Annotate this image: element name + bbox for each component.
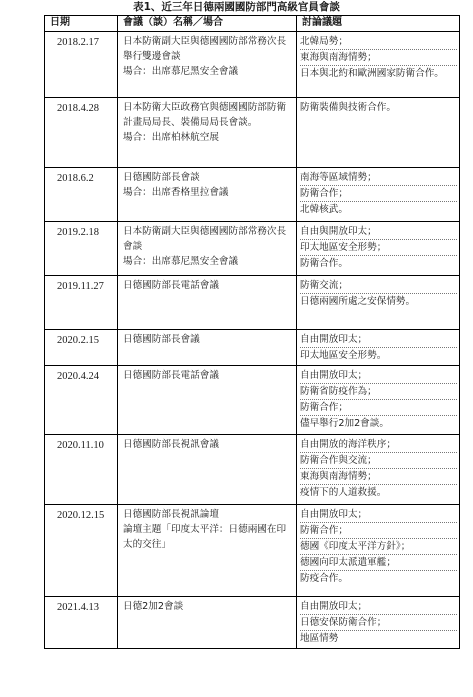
meeting-date-cell: 2019.2.18 [45,222,118,276]
topic-item: 德國《印度太平洋方針》； [300,539,457,555]
topic-item: 自由開放印太； [300,368,457,384]
topic-item: 防衛合作； [300,186,457,202]
topic-item: 北韓局勢； [300,34,457,50]
meeting-date-cell: 2020.2.15 [45,330,118,366]
meeting-topics-cell [297,276,460,330]
meeting-date-cell: 2020.4.24 [45,366,118,435]
table-row [45,98,460,168]
topic-item: 東海與南海情勢； [300,50,457,66]
topic-item: 東海與南海情勢； [300,469,457,485]
topic-item: 印太地區安全形勢； [300,240,457,256]
topic-item: 地區情勢 [300,633,339,644]
topic-item: 日德安保防衛合作； [300,615,457,631]
header-date: 日期 [45,16,118,32]
topic-item: 印太地區安全形勢。 [300,350,387,361]
topic-item: 防衛合作。 [300,258,348,269]
header-topics: 討論議題 [297,16,460,32]
topic-item: 疫情下的人道救援。 [300,487,387,498]
meeting-topics-cell [297,435,460,505]
meeting-date-cell: 2020.11.10 [45,435,118,505]
table-row [45,222,460,276]
meeting-topics-cell [297,32,460,98]
topic-item: 日本與北約和歐洲國家防衛合作。 [300,68,444,79]
topic-item: 自由開放印太； [300,507,457,523]
topic-item: 自由開放印太； [300,599,457,615]
table-row [45,597,460,649]
meeting-date-cell: 2020.12.15 [45,505,118,597]
meeting-topics-cell [297,168,460,222]
table-header-row [45,16,460,32]
table-row [45,168,460,222]
meeting-name-cell: 日德國防部長會議 [118,330,297,366]
meeting-date-cell: 2018.6.2 [45,168,118,222]
topic-item: 防衛合作與交流； [300,453,457,469]
meeting-topics-cell [297,366,460,435]
table-title: 表1、近三年日德兩國國防部門高級官員會談 [133,1,340,13]
table-row [45,330,460,366]
meetings-table [44,15,460,649]
meeting-name-cell: 日本防衛副大臣與德國國防部常務次長舉行雙邊會談 場合：出席慕尼黑安全會議 [118,32,297,98]
meeting-name-cell: 日本防衛副大臣與德國國防部常務次長會談 場合：出席慕尼黑安全會議 [118,222,297,276]
table-row [45,366,460,435]
meeting-topics-cell [297,330,460,366]
topic-item: 日德兩國所處之安保情勢。 [300,296,416,307]
topic-item: 自由與開放印太； [300,224,457,240]
topic-item: 防衛裝備與技術合作。 [300,102,396,113]
table-row [45,32,460,98]
meeting-name-cell: 日德國防部長視訊論壇 論壇主題「印度太平洋：日德兩國在印太的交往」 [118,505,297,597]
topic-item: 防衛省防疫作為； [300,384,457,400]
topic-item: 防衛合作； [300,400,457,416]
meeting-topics-cell [297,98,460,168]
topic-item: 南海等區域情勢； [300,170,457,186]
meeting-name-cell: 日本防衛大臣政務官與德國國防部防衛計畫局局長、裝備局局長會談。 場合：出席柏林航空展 [118,98,297,168]
topic-item: 防衛交流； [300,278,457,294]
meeting-topics-cell [297,597,460,649]
header-meeting-name: 會議（談）名稱／場合 [118,16,297,32]
topic-item: 防衛合作； [300,523,457,539]
meeting-date-cell: 2018.2.17 [45,32,118,98]
meeting-name-cell: 日德國防部長電話會議 [118,366,297,435]
topic-item: 防疫合作。 [300,573,348,584]
table-body [45,32,460,649]
meeting-date-cell: 2018.4.28 [45,98,118,168]
topic-item: 自由開放印太； [300,332,457,348]
table-row [45,276,460,330]
meeting-name-cell: 日德國防部長電話會議 [118,276,297,330]
table-row [45,505,460,597]
topic-item: 北韓核武。 [300,204,348,215]
meeting-date-cell: 2021.4.13 [45,597,118,649]
topic-item: 德國向印太派遣軍艦； [300,555,457,571]
meeting-date-cell: 2019.11.27 [45,276,118,330]
topic-item: 儘早舉行2加2會談。 [300,418,389,429]
meeting-topics-cell [297,505,460,597]
meeting-name-cell: 日德國防部長視訊會議 [118,435,297,505]
meeting-name-cell: 日德2加2會談 [118,597,297,649]
meeting-name-cell: 日德國防部長會談 場合：出席香格里拉會議 [118,168,297,222]
topic-item: 自由開放的海洋秩序； [300,437,457,453]
table-row [45,435,460,505]
meeting-topics-cell [297,222,460,276]
